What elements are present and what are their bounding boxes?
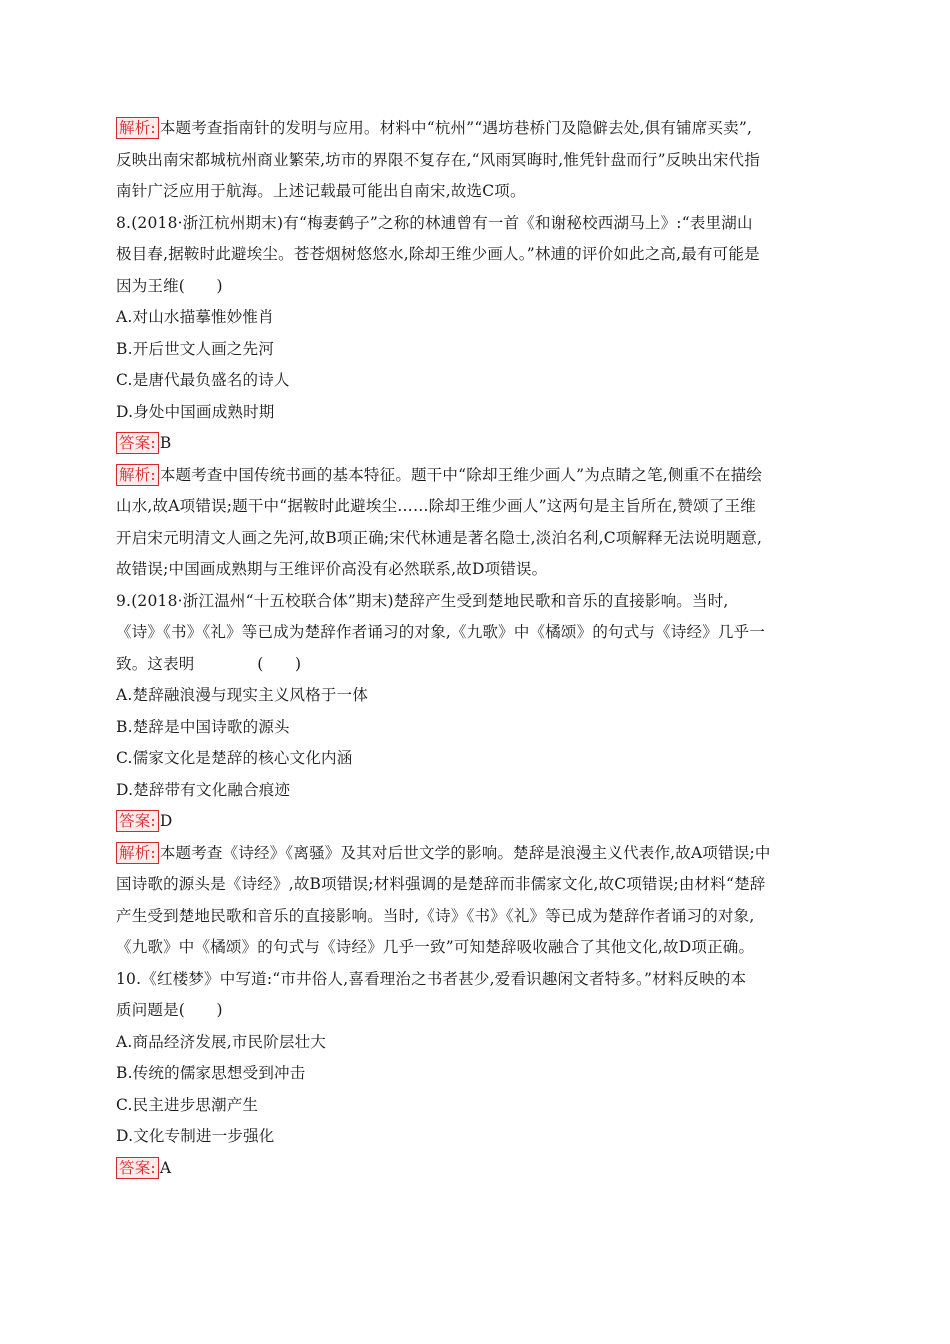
analysis-line: 反映出南宋都城杭州商业繁荣,坊市的界限不复存在,“风雨冥晦时,惟凭针盘而行”反映出宋代指 [116,150,760,169]
answer-line [116,1153,836,1185]
analysis-line: 解析: 本题考查中国传统书画的基本特征。题干中“除却王维少画人”为点睛之笔,侧重不在描绘 [116,460,836,492]
answer-line [116,428,836,460]
answer-tag: 答案: [116,432,159,454]
analysis-line: 开启宋元明清文人画之先河,故B项正确;宋代林逋是著名隐士,淡泊名利,C项解释无法说明题意, [116,528,763,547]
answer-tag: 答案: [116,810,159,832]
option-c: C.儒家文化是楚辞的核心文化内涵 [116,749,353,767]
answer-value: D [159,812,173,830]
question-stem: 9.(2018·浙江温州“十五校联合体”期末)楚辞产生受到楚地民歌和音乐的直接影响。当时, [116,591,729,610]
option-d: D.身处中国画成熟时期 [116,402,275,421]
question-stem: 10.《红楼梦》中写道:“市井俗人,喜看理治之书者甚少,爱看识趣闲文者特多。”材料反映的本 [116,969,747,988]
question-stem: 极目春,据鞍时此避埃尘。苍苍烟树悠悠水,除却王维少画人。”林逋的评价如此之高,最有可能是 [116,245,760,263]
option-a: A.商品经济发展,市民阶层壮大 [116,1032,327,1051]
question-stem: 因为王维( ) [116,276,223,295]
question-stem: 质问题是( ) [116,1001,223,1019]
analysis-line: 山水,故A项错误;题干中“据鞍时此避埃尘……除却王维少画人”这两句是主旨所在,赞颂了王维 [116,497,756,515]
option-a: A.对山水描摹惟妙惟肖 [116,308,274,326]
answer-tag: 答案: [116,1157,159,1179]
answer-value: B [159,434,172,452]
option-c: C.民主进步思潮产生 [116,1095,259,1114]
option-b: B.传统的儒家思想受到冲击 [116,1064,306,1082]
analysis-tag: 解析: [116,117,159,139]
document-page [116,113,836,1184]
option-a: A.楚辞融浪漫与现实主义风格于一体 [116,686,369,704]
analysis-line: 解析: 本题考查《诗经》《离骚》及其对后世文学的影响。楚辞是浪漫主义代表作,故A项错误;中 [116,838,836,870]
analysis-line: 南针广泛应用于航海。上述记载最可能出自南宋,故选C项。 [116,182,526,200]
option-b: B.开后世文人画之先河 [116,339,275,358]
question-stem: 《诗》《书》《礼》等已成为楚辞作者诵习的对象,《九歌》中《橘颂》的句式与《诗经》几乎一 [116,623,766,641]
analysis-line: 产生受到楚地民歌和音乐的直接影响。当时,《诗》《书》《礼》等已成为楚辞作者诵习的对象, [116,906,755,925]
option-d: D.楚辞带有文化融合痕迹 [116,780,291,799]
analysis-line: 国诗歌的源头是《诗经》,故B项错误;材料强调的是楚辞而非儒家文化,故C项错误;由材料“楚辞 [116,875,766,893]
analysis-line: 解析: 本题考查指南针的发明与应用。材料中“杭州”“遇坊巷桥门及隐僻去处,俱有铺席买卖”, [116,113,836,145]
analysis-line: 《九歌》中《橘颂》的句式与《诗经》几乎一致”可知楚辞吸收融合了其他文化,故D项正确。 [116,938,755,956]
analysis-tag: 解析: [116,464,159,486]
option-b: B.楚辞是中国诗歌的源头 [116,717,290,736]
option-c: C.是唐代最负盛名的诗人 [116,371,290,389]
question-stem: 8.(2018·浙江杭州期末)有“梅妻鹤子”之称的林逋曾有一首《和谢秘校西湖马上》:“表里湖山 [116,213,753,232]
question-stem: 致。这表明 ( ) [116,654,302,673]
option-d: D.文化专制进一步强化 [116,1127,275,1145]
answer-value: A [159,1158,172,1177]
answer-line [116,806,836,838]
analysis-line: 故错误;中国画成熟期与王维评价高没有必然联系,故D项错误。 [116,560,548,578]
analysis-tag: 解析: [116,842,159,864]
